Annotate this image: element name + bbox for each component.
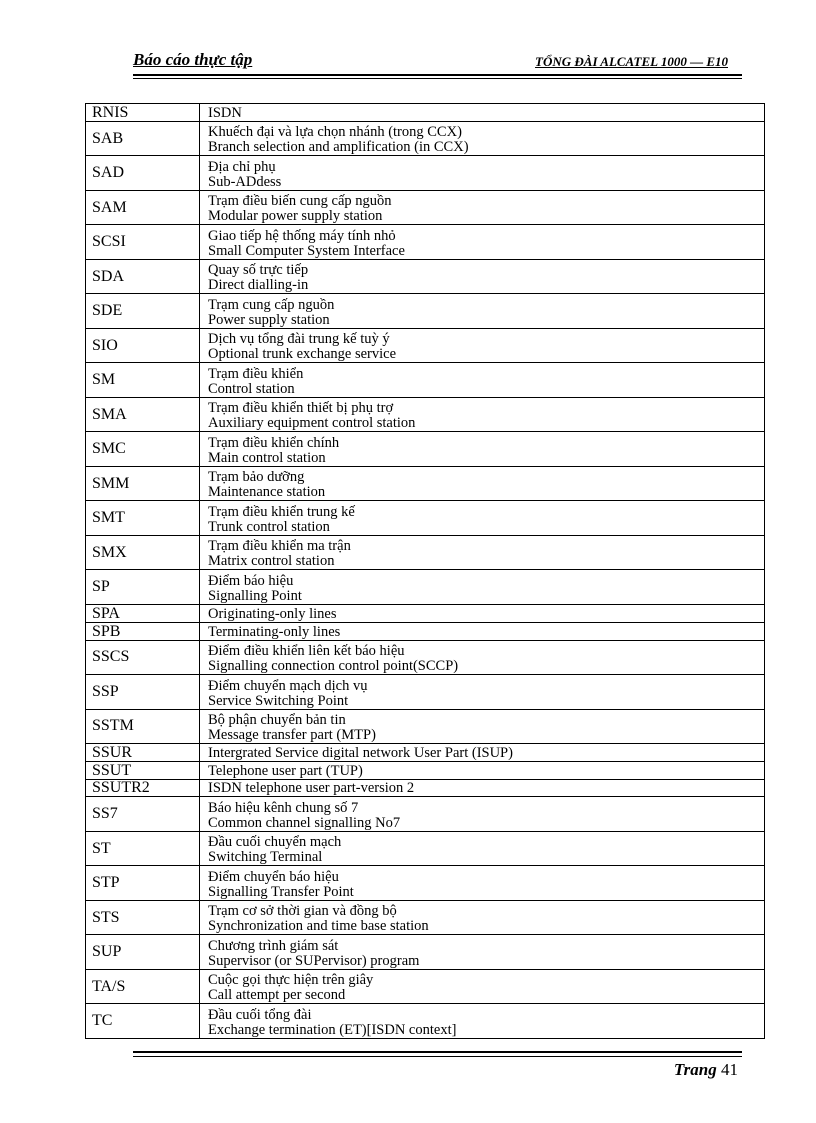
- description-primary: Điểm báo hiệu: [208, 572, 294, 589]
- description-english: Control station: [208, 380, 295, 397]
- table-row: [86, 397, 764, 432]
- table-row: [86, 709, 764, 744]
- description-cell: [200, 294, 764, 328]
- description-english: Service Switching Point: [208, 692, 349, 709]
- description-primary: Trạm cung cấp nguồn: [208, 296, 335, 313]
- description-cell: [200, 710, 764, 744]
- abbreviation-table: [85, 103, 765, 1039]
- description-english: Maintenance station: [208, 484, 326, 501]
- table-row: [86, 640, 764, 675]
- description-cell: [200, 744, 764, 761]
- description-primary: Terminating-only lines: [208, 623, 341, 640]
- description-english: Direct dialling-in: [208, 277, 309, 294]
- description-primary: Điểm điều khiển liên kết báo hiệu: [208, 643, 405, 660]
- abbreviation-cell: SSP: [86, 675, 200, 709]
- description-cell: [200, 467, 764, 501]
- table-row: [86, 259, 764, 294]
- page-footer: [674, 1060, 738, 1080]
- abbreviation-cell: SMM: [86, 467, 200, 501]
- description-primary: Trạm điều khiển trung kế: [208, 503, 355, 520]
- description-primary: Quay số trực tiếp: [208, 262, 309, 279]
- description-english: Signalling Transfer Point: [208, 883, 354, 900]
- abbreviation-cell: SIO: [86, 329, 200, 363]
- abbreviation-cell: SUP: [86, 935, 200, 969]
- description-primary: Trạm điều khiển thiết bị phụ trợ: [208, 400, 394, 417]
- abbreviation-cell: SP: [86, 570, 200, 604]
- description-cell: [200, 780, 764, 797]
- description-primary: Giao tiếp hệ thống máy tính nhỏ: [208, 227, 396, 244]
- description-cell: [200, 104, 764, 121]
- abbreviation-cell: SCSI: [86, 225, 200, 259]
- page-label: Trang: [673, 1060, 717, 1079]
- abbreviation-cell: SSUT: [86, 762, 200, 779]
- description-primary: Điểm chuyển mạch dịch vụ: [208, 677, 368, 694]
- description-primary: Chương trình giám sát: [208, 937, 339, 954]
- abbreviation-cell: SS7: [86, 797, 200, 831]
- description-primary: Báo hiệu kênh chung số 7: [208, 799, 359, 816]
- abbreviation-cell: SDE: [86, 294, 200, 328]
- description-english: Small Computer System Interface: [208, 242, 405, 259]
- table-row: [86, 224, 764, 259]
- table-row: [86, 761, 764, 779]
- description-english: Trunk control station: [208, 518, 330, 535]
- table-row: [86, 796, 764, 831]
- description-cell: [200, 605, 764, 622]
- description-primary: Đầu cuối tổng đài: [208, 1006, 312, 1023]
- table-row: [86, 500, 764, 535]
- description-english: Call attempt per second: [208, 987, 346, 1004]
- description-primary: Trạm điều khiển chính: [208, 434, 340, 451]
- table-row: [86, 328, 764, 363]
- table-row: [86, 674, 764, 709]
- description-primary: Điểm chuyển báo hiệu: [208, 868, 339, 885]
- description-primary: Trạm bảo dưỡng: [208, 469, 305, 486]
- abbreviation-cell: SAM: [86, 191, 200, 225]
- description-primary: Khuếch đại và lựa chọn nhánh (trong CCX): [208, 124, 462, 141]
- table-row: [86, 466, 764, 501]
- description-english: Branch selection and amplification (in CCX): [208, 139, 469, 156]
- description-cell: [200, 501, 764, 535]
- abbreviation-cell: RNIS: [86, 104, 200, 121]
- abbreviation-cell: STS: [86, 901, 200, 935]
- abbreviation-cell: SSUTR2: [86, 780, 200, 797]
- description-english: Matrix control station: [208, 553, 335, 570]
- description-cell: [200, 797, 764, 831]
- table-row: [86, 900, 764, 935]
- header-rule-thin: [133, 78, 742, 79]
- description-primary: Trạm cơ sở thời gian và đồng bộ: [208, 903, 397, 920]
- description-cell: [200, 641, 764, 675]
- description-primary: Dịch vụ tổng đài trung kế tuỳ ý: [208, 331, 390, 348]
- description-primary: Đầu cuối chuyển mạch: [208, 834, 342, 851]
- abbreviation-cell: STP: [86, 866, 200, 900]
- table-row: [86, 969, 764, 1004]
- description-english: Sub-ADdess: [208, 173, 282, 190]
- description-primary: ISDN telephone user part-version 2: [208, 780, 415, 797]
- description-english: Signalling Point: [208, 587, 302, 604]
- description-primary: Trạm điều khiển ma trận: [208, 538, 351, 555]
- footer-rule-thick: [133, 1051, 742, 1053]
- description-cell: [200, 570, 764, 604]
- table-row: [86, 431, 764, 466]
- description-primary: Cuộc gọi thực hiện trên giây: [208, 972, 374, 989]
- table-row: [86, 569, 764, 604]
- description-primary: Originating-only lines: [208, 605, 337, 622]
- description-cell: [200, 329, 764, 363]
- abbreviation-cell: SMA: [86, 398, 200, 432]
- abbreviation-cell: SAB: [86, 122, 200, 156]
- page-number: 41: [721, 1060, 738, 1079]
- table-row: [86, 1003, 764, 1038]
- footer-rule-thin: [133, 1056, 742, 1057]
- description-english: Switching Terminal: [208, 849, 323, 866]
- table-row: [86, 155, 764, 190]
- description-cell: [200, 191, 764, 225]
- table-row: [86, 293, 764, 328]
- description-english: Modular power supply station: [208, 208, 383, 225]
- table-row: [86, 934, 764, 969]
- abbreviation-cell: SM: [86, 363, 200, 397]
- abbreviation-cell: SAD: [86, 156, 200, 190]
- table-row: [86, 831, 764, 866]
- header-report-title: Báo cáo thực tập: [133, 50, 253, 69]
- description-english: Power supply station: [208, 311, 330, 328]
- header-rule-thick: [133, 74, 742, 76]
- table-row: [86, 190, 764, 225]
- description-cell: [200, 623, 764, 640]
- description-english: Optional trunk exchange service: [208, 346, 397, 363]
- description-english: Exchange termination (ET)[ISDN context]: [208, 1021, 457, 1038]
- abbreviation-cell: ST: [86, 832, 200, 866]
- description-english: Main control station: [208, 449, 326, 466]
- abbreviation-cell: SMC: [86, 432, 200, 466]
- description-primary: Địa chỉ phụ: [208, 158, 276, 175]
- header-document-title: TỔNG ĐÀI ALCATEL 1000 — E10: [535, 54, 728, 69]
- table-row: [86, 865, 764, 900]
- abbreviation-cell: SSUR: [86, 744, 200, 761]
- description-cell: [200, 536, 764, 570]
- description-english: Supervisor (or SUPervisor) program: [208, 952, 420, 969]
- description-english: Synchronization and time base station: [208, 918, 429, 935]
- description-cell: [200, 762, 764, 779]
- description-english: Auxiliary equipment control station: [208, 415, 416, 432]
- description-primary: Telephone user part (TUP): [208, 762, 363, 779]
- description-cell: [200, 363, 764, 397]
- description-primary: Trạm điều khiển: [208, 365, 304, 382]
- table-row: [86, 535, 764, 570]
- description-primary: Bộ phận chuyển bản tin: [208, 712, 346, 729]
- table-row: [86, 121, 764, 156]
- description-cell: [200, 832, 764, 866]
- description-primary: Intergrated Service digital network User Part (ISUP): [208, 744, 513, 761]
- abbreviation-cell: TC: [86, 1004, 200, 1038]
- description-primary: Trạm điều biến cung cấp nguồn: [208, 193, 392, 210]
- description-primary: ISDN: [208, 104, 242, 121]
- description-cell: [200, 970, 764, 1004]
- description-cell: [200, 225, 764, 259]
- table-row: [86, 103, 764, 121]
- abbreviation-cell: SDA: [86, 260, 200, 294]
- table-row: [86, 743, 764, 761]
- description-cell: [200, 901, 764, 935]
- description-cell: [200, 122, 764, 156]
- table-row: [86, 362, 764, 397]
- description-cell: [200, 675, 764, 709]
- abbreviation-cell: SMT: [86, 501, 200, 535]
- table-row: [86, 622, 764, 640]
- description-cell: [200, 156, 764, 190]
- table-row: [86, 604, 764, 622]
- description-cell: [200, 260, 764, 294]
- description-cell: [200, 432, 764, 466]
- description-english: Message transfer part (MTP): [208, 727, 376, 744]
- description-english: Signalling connection control point(SCCP): [208, 658, 459, 675]
- abbreviation-cell: TA/S: [86, 970, 200, 1004]
- abbreviation-cell: SPA: [86, 605, 200, 622]
- abbreviation-cell: SSTM: [86, 710, 200, 744]
- description-cell: [200, 935, 764, 969]
- table-row: [86, 779, 764, 797]
- description-cell: [200, 398, 764, 432]
- abbreviation-cell: SSCS: [86, 641, 200, 675]
- description-english: Common channel signalling No7: [208, 814, 401, 831]
- description-cell: [200, 1004, 764, 1038]
- abbreviation-cell: SMX: [86, 536, 200, 570]
- description-cell: [200, 866, 764, 900]
- abbreviation-cell: SPB: [86, 623, 200, 640]
